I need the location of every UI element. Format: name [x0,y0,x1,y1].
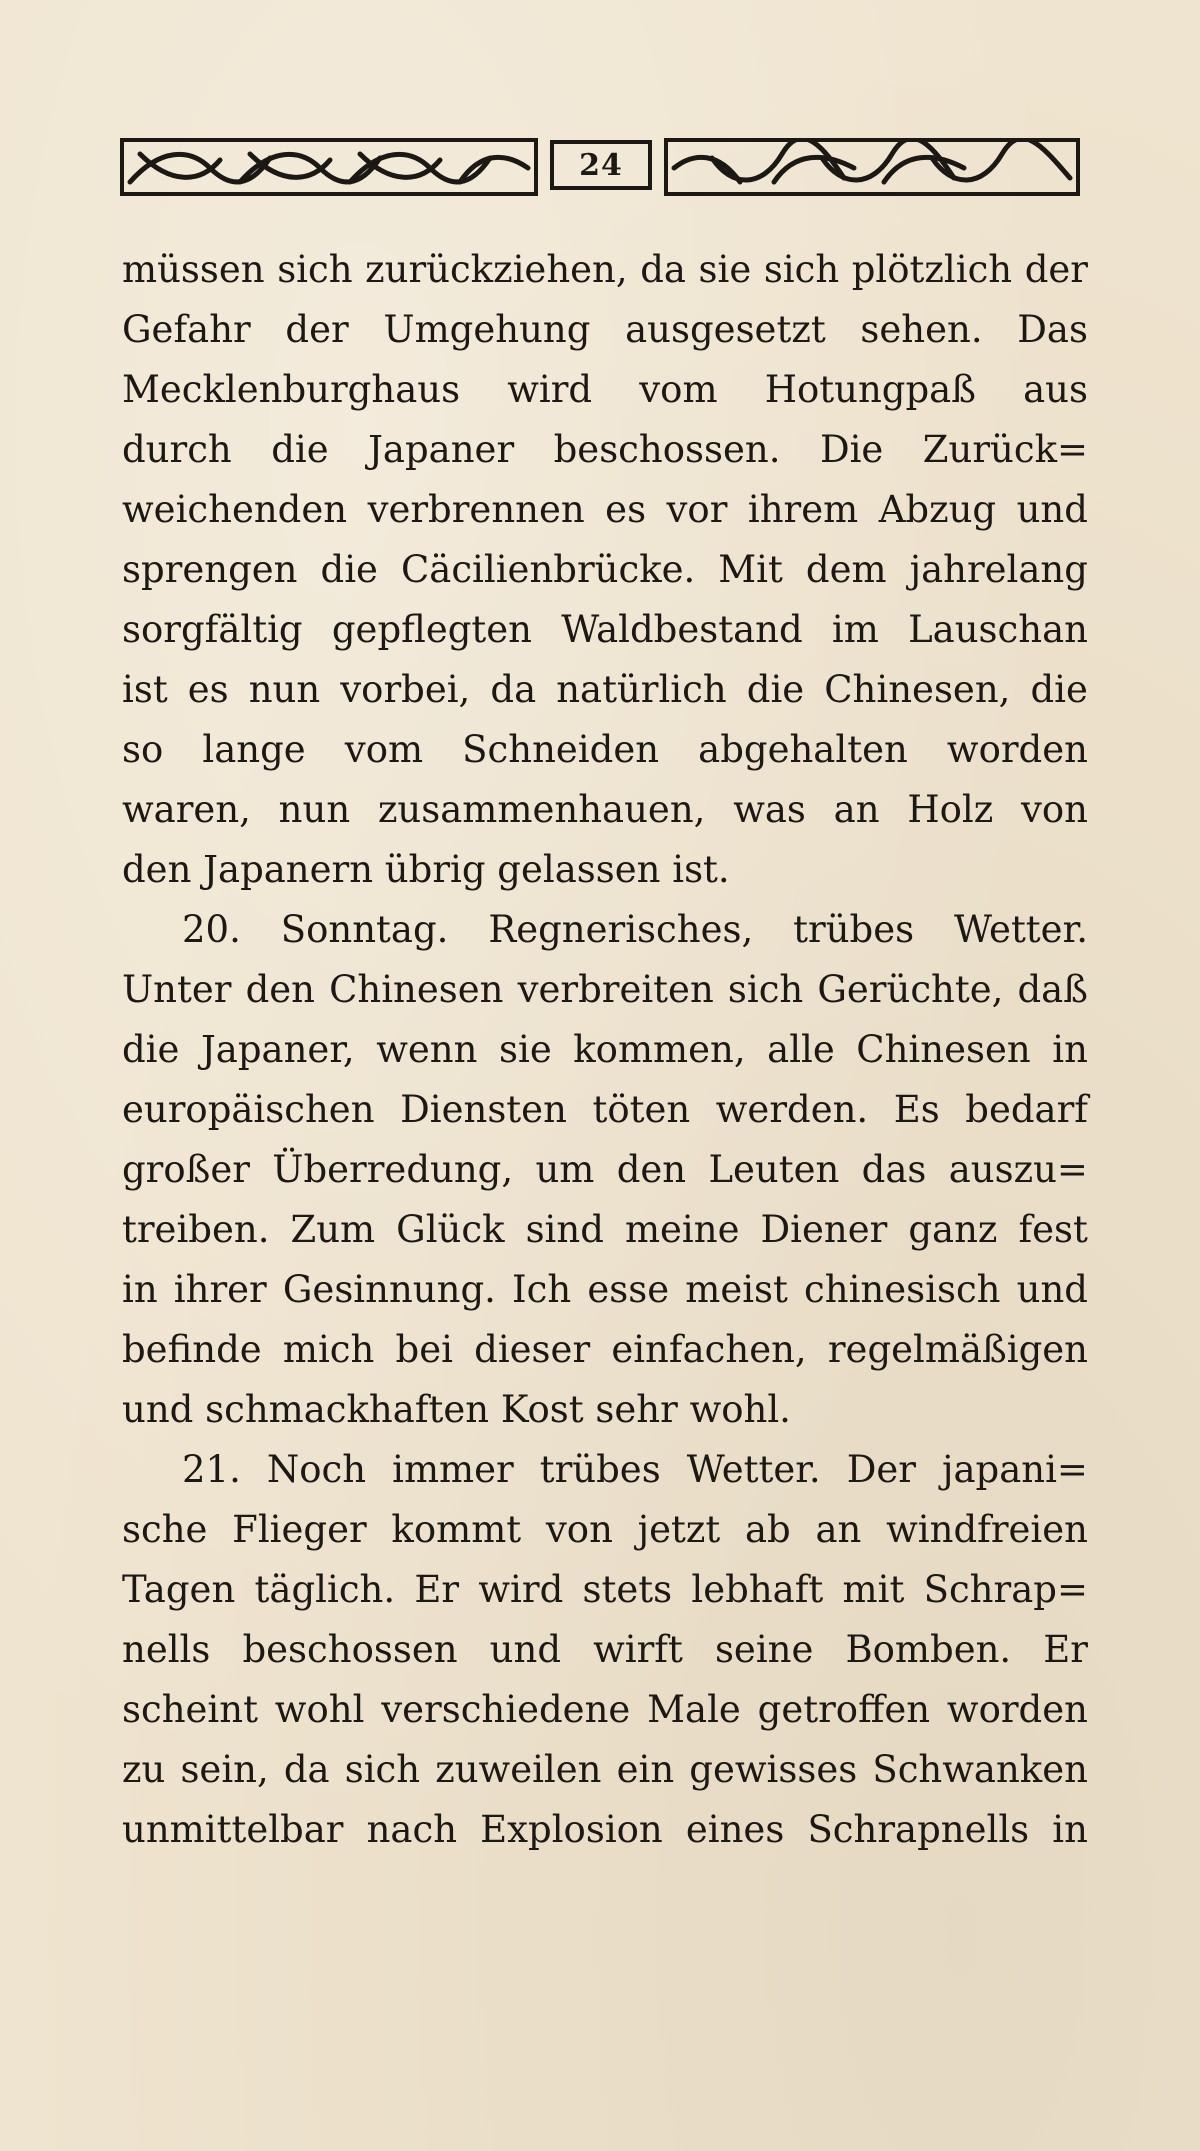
word: in [1052,1808,1088,1851]
word: Ich [512,1268,572,1311]
word: die [271,428,329,471]
word: bedarf [965,1088,1088,1131]
word: nun [248,668,321,711]
word: worden [946,728,1088,771]
word: gewisses [689,1748,858,1791]
word: in [122,1268,158,1311]
word: chinesisch [804,1268,1001,1311]
word: an [815,1508,862,1551]
word: von [1020,788,1088,831]
word: um [535,1148,595,1191]
word: Er [414,1568,460,1611]
body-text [122,240,1088,1860]
word: ihrer [173,1268,267,1311]
word: sehen. [860,308,983,351]
word: was [733,788,806,831]
word: sie [499,1028,552,1071]
text-line [122,1500,1088,1560]
word: Chinesen, [824,668,1011,711]
text-line [122,900,1088,960]
word: Cäcilienbrücke. [400,548,696,591]
word: Leuten [708,1148,840,1191]
word: Sonntag. [280,908,449,951]
word: bei [395,1328,453,1371]
word: Gerüchte, [817,968,1004,1011]
word: so [122,728,164,771]
word: großer [122,1148,250,1191]
word: Diener [760,1208,888,1251]
word: der [1024,248,1088,291]
word: täglich. [254,1568,396,1611]
word: Unter [122,968,232,1011]
text-line [122,600,1088,660]
word: Wetter. [954,908,1088,951]
word: eines [685,1808,785,1851]
word: waren, [122,788,251,831]
word: wenn [376,1028,478,1071]
word: Das [1017,308,1088,351]
word: wirft [593,1628,683,1671]
text-line [122,1140,1088,1200]
word: dem [805,548,887,591]
word: immer [392,1448,514,1491]
text-line [122,780,1088,840]
word: zu [122,1748,166,1791]
text-line: und schmackhaften Kost sehr wohl. [122,1388,791,1431]
word: Schwanken [872,1748,1088,1791]
word: abgehalten [698,728,908,771]
word: Male [647,1688,741,1731]
word: fest [1018,1208,1088,1251]
paragraph-1 [122,240,1088,900]
word: Flieger [232,1508,367,1551]
word: jetzt [637,1508,721,1551]
text-line [122,360,1088,420]
word: und [489,1628,562,1671]
word: Er [1043,1628,1088,1671]
word: und [1016,1268,1088,1311]
word: die [122,1028,180,1071]
word: Noch [266,1448,367,1491]
word: in [1052,1028,1088,1071]
word: 21. [182,1448,241,1491]
word: ganz [908,1208,998,1251]
text-line [122,1620,1088,1680]
word: Holz [907,788,994,831]
word: Bomben. [845,1628,1012,1671]
word: Lauschan [908,608,1088,651]
word: zurückziehen, [365,248,628,291]
word: worden [946,1688,1088,1731]
word: regelmäßigen [827,1328,1088,1371]
word: sie [698,248,752,291]
word: alle [767,1028,835,1071]
word: ist [122,668,168,711]
word: Schneiden [462,728,660,771]
word: befinde [122,1328,262,1371]
text-line [122,960,1088,1020]
word: gepflegten [331,608,532,651]
word: Schrap= [923,1568,1088,1611]
word: wird [478,1568,564,1611]
word: dieser [474,1328,591,1371]
word: von [545,1508,613,1551]
word: verbrennen [367,488,585,531]
word: treiben. [122,1208,270,1251]
word: vor [666,488,728,531]
word: trübes [539,1448,661,1491]
word: im [831,608,879,651]
page-header [120,138,1080,196]
word: das [861,1148,927,1191]
paragraph-2 [122,900,1088,1440]
text-line [122,1680,1088,1740]
word: durch [122,428,232,471]
word: wird [507,368,593,411]
word: vom [344,728,424,771]
word: Es [893,1088,940,1131]
word: meine [624,1208,740,1251]
word: nach [366,1808,458,1851]
word: werden. [715,1088,869,1131]
word: Der [846,1448,916,1491]
word: Diensten [400,1088,567,1131]
page-number: 24 [550,140,652,190]
word: und [1016,488,1088,531]
word: an [833,788,880,831]
ornament-right-icon [664,138,1080,196]
word: ab [745,1508,791,1551]
text-line: den Japanern übrig gelassen ist. [122,848,730,891]
word: nells [122,1628,211,1671]
word: Tagen [122,1568,236,1611]
word: nun [278,788,351,831]
word: Mecklenburghaus [122,368,461,411]
word: beschossen [242,1628,458,1671]
word: sich [763,248,840,291]
word: Zurück= [922,428,1088,471]
word: lebhaft [691,1568,824,1611]
word: den [245,968,315,1011]
word: windfreien [886,1508,1088,1551]
word: Schrapnells [807,1808,1030,1851]
word: Gefahr [122,308,251,351]
word: es [187,668,229,711]
word: sind [525,1208,604,1251]
word: töten [592,1088,691,1131]
word: Zum [290,1208,376,1251]
word: Wetter. [686,1448,821,1491]
word: unmittelbar [122,1808,344,1851]
word: Explosion [480,1808,663,1851]
word: zuweilen [435,1748,602,1791]
word: kommen, [573,1028,746,1071]
word: Umgehung [383,308,591,351]
word: die [320,548,378,591]
word: verschiedene [381,1688,631,1731]
text-line [122,1800,1088,1860]
text-line [122,480,1088,540]
word: japani= [941,1448,1088,1491]
word: sein, [180,1748,269,1791]
word: da [490,668,537,711]
word: es [605,488,647,531]
text-line [122,660,1088,720]
word: sorgfältig [122,608,303,651]
word: plötzlich [851,248,1013,291]
word: sich [344,1748,421,1791]
word: Glück [396,1208,505,1251]
text-line [122,1200,1088,1260]
word: müssen [122,248,265,291]
word: die [746,668,805,711]
text-line [122,1020,1088,1080]
word: sich [277,248,353,291]
text-line [122,240,1088,300]
word: weichenden [122,488,348,531]
text-line [122,540,1088,600]
word: scheint [122,1688,258,1731]
text-line [122,300,1088,360]
word: Überredung, [272,1148,514,1191]
word: meist [685,1268,788,1311]
text-line [122,1260,1088,1320]
word: zusammenhauen, [377,788,706,831]
word: kommt [391,1508,522,1551]
word: vorbei, [340,668,471,711]
word: ihrem [747,488,859,531]
word: natürlich [556,668,727,711]
word: da [283,1748,330,1791]
word: Chinesen [329,968,504,1011]
word: daß [1017,968,1088,1011]
word: Hotungpaß [764,368,976,411]
word: 20. [182,908,241,951]
word: getroffen [757,1688,931,1731]
word: einfachen, [611,1328,807,1371]
word: Chinesen [856,1028,1031,1071]
word: stets [582,1568,673,1611]
word: esse [587,1268,670,1311]
word: seine [714,1628,814,1671]
text-line [122,1740,1088,1800]
word: Die [819,428,884,471]
word: Mit [718,548,783,591]
text-line [122,1320,1088,1380]
word: beschossen. [553,428,781,471]
word: auszu= [948,1148,1088,1191]
word: sich [727,968,804,1011]
word: Abzug [878,488,997,531]
word: ausgesetzt [625,308,826,351]
word: sche [122,1508,208,1551]
word: Japaner [368,428,515,471]
text-line [122,1560,1088,1620]
word: mich [282,1328,375,1371]
word: Japaner, [200,1028,355,1071]
text-line [122,1440,1088,1500]
word: lange [202,728,306,771]
word: mit [842,1568,905,1611]
paragraph-3 [122,1440,1088,1860]
word: jahrelang [909,548,1088,591]
word: der [285,308,349,351]
word: da [640,248,686,291]
word: vom [639,368,718,411]
word: europäischen [122,1088,375,1131]
word: Waldbestand [561,608,803,651]
text-line [122,1080,1088,1140]
word: trübes [793,908,915,951]
text-line [122,720,1088,780]
ornament-left-icon [120,138,538,196]
word: Regnerisches, [488,908,754,951]
word: Gesinnung. [282,1268,496,1311]
text-line [122,420,1088,480]
word: aus [1023,368,1088,411]
word: wohl [274,1688,365,1731]
word: die [1030,668,1088,711]
word: den [616,1148,687,1191]
word: verbreiten [517,968,714,1011]
word: ein [616,1748,675,1791]
word: sprengen [122,548,298,591]
